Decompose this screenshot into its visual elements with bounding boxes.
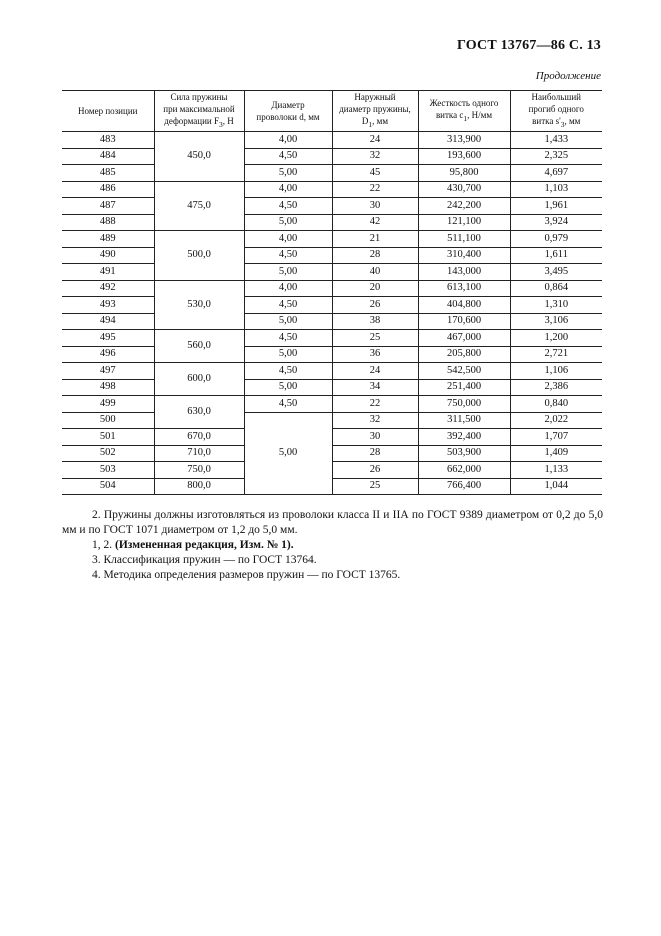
cell-outer-diameter: 26 bbox=[332, 462, 418, 479]
cell-force: 800,0 bbox=[154, 478, 244, 495]
cell-position: 485 bbox=[62, 165, 154, 182]
note-3: 3. Классификация пружин — по ГОСТ 13764. bbox=[92, 554, 317, 566]
cell-position: 496 bbox=[62, 346, 154, 363]
cell-deflection: 0,864 bbox=[510, 280, 602, 297]
cell-wire-diameter: 5,00 bbox=[244, 264, 332, 281]
cell-force: 600,0 bbox=[154, 363, 244, 396]
cell-stiffness: 170,600 bbox=[418, 313, 510, 330]
cell-wire-diameter: 4,50 bbox=[244, 297, 332, 314]
cell-outer-diameter: 22 bbox=[332, 181, 418, 198]
table-row bbox=[62, 396, 602, 413]
cell-stiffness: 95,800 bbox=[418, 165, 510, 182]
continuation-label: Продолжение bbox=[535, 70, 601, 82]
cell-wire-diameter: 4,50 bbox=[244, 198, 332, 215]
cell-deflection: 1,103 bbox=[510, 181, 602, 198]
cell-stiffness: 542,500 bbox=[418, 363, 510, 380]
cell-position: 484 bbox=[62, 148, 154, 165]
table-row bbox=[62, 379, 602, 396]
cell-stiffness: 392,400 bbox=[418, 429, 510, 446]
cell-deflection: 1,310 bbox=[510, 297, 602, 314]
cell-wire-diameter: 4,50 bbox=[244, 247, 332, 264]
cell-wire-diameter: 4,00 bbox=[244, 231, 332, 248]
cell-outer-diameter: 25 bbox=[332, 478, 418, 495]
cell-stiffness: 143,000 bbox=[418, 264, 510, 281]
cell-wire-diameter: 4,50 bbox=[244, 148, 332, 165]
cell-outer-diameter: 34 bbox=[332, 379, 418, 396]
cell-stiffness: 511,100 bbox=[418, 231, 510, 248]
cell-position: 498 bbox=[62, 379, 154, 396]
cell-force: 450,0 bbox=[154, 132, 244, 182]
cell-deflection: 2,721 bbox=[510, 346, 602, 363]
cell-outer-diameter: 40 bbox=[332, 264, 418, 281]
table-row bbox=[62, 478, 602, 495]
cell-deflection: 3,106 bbox=[510, 313, 602, 330]
cell-position: 494 bbox=[62, 313, 154, 330]
table-row bbox=[62, 148, 602, 165]
cell-stiffness: 242,200 bbox=[418, 198, 510, 215]
cell-wire-diameter: 4,50 bbox=[244, 396, 332, 413]
note-2: 2. Пружины должны изготовляться из проволоки класса II и IIА по ГОСТ 9389 диаметром от 0,2 до 5,0 мм и по ГОСТ 1071 диаметром от 1,2 до 5,0 мм. bbox=[62, 509, 603, 536]
cell-position: 486 bbox=[62, 181, 154, 198]
table-row bbox=[62, 429, 602, 446]
table-row bbox=[62, 181, 602, 198]
cell-wire-diameter: 4,50 bbox=[244, 330, 332, 347]
cell-outer-diameter: 36 bbox=[332, 346, 418, 363]
cell-position: 490 bbox=[62, 247, 154, 264]
cell-wire-diameter: 5,00 bbox=[244, 165, 332, 182]
cell-stiffness: 662,000 bbox=[418, 462, 510, 479]
cell-wire-diameter: 5,00 bbox=[244, 313, 332, 330]
table-row bbox=[62, 297, 602, 314]
note-4: 4. Методика определения размеров пружин — по ГОСТ 13765. bbox=[92, 569, 401, 581]
cell-force: 475,0 bbox=[154, 181, 244, 231]
cell-position: 487 bbox=[62, 198, 154, 215]
cell-position: 492 bbox=[62, 280, 154, 297]
header-stiffness: Жесткость одного витка $c_1$, Н/мм bbox=[418, 91, 510, 132]
cell-outer-diameter: 20 bbox=[332, 280, 418, 297]
cell-stiffness: 430,700 bbox=[418, 181, 510, 198]
cell-outer-diameter: 24 bbox=[332, 363, 418, 380]
cell-force: 560,0 bbox=[154, 330, 244, 363]
table-row bbox=[62, 412, 602, 429]
table-row bbox=[62, 363, 602, 380]
cell-stiffness: 205,800 bbox=[418, 346, 510, 363]
cell-outer-diameter: 28 bbox=[332, 445, 418, 462]
cell-deflection: 2,022 bbox=[510, 412, 602, 429]
cell-wire-diameter: 4,50 bbox=[244, 363, 332, 380]
header-wire-diameter: Диаметр проволоки d, мм bbox=[244, 91, 332, 132]
cell-wire-diameter: 5,00 bbox=[244, 412, 332, 495]
cell-position: 493 bbox=[62, 297, 154, 314]
header-force: Сила пружины при максимальной деформации $F_3$, Н bbox=[154, 91, 244, 132]
cell-wire-diameter: 5,00 bbox=[244, 346, 332, 363]
table-row bbox=[62, 132, 602, 149]
table-row bbox=[62, 231, 602, 248]
cell-deflection: 1,200 bbox=[510, 330, 602, 347]
cell-position: 497 bbox=[62, 363, 154, 380]
cell-outer-diameter: 28 bbox=[332, 247, 418, 264]
cell-deflection: 2,325 bbox=[510, 148, 602, 165]
notes-block bbox=[62, 508, 603, 583]
cell-position: 491 bbox=[62, 264, 154, 281]
cell-wire-diameter: 5,00 bbox=[244, 379, 332, 396]
cell-position: 501 bbox=[62, 429, 154, 446]
cell-stiffness: 503,900 bbox=[418, 445, 510, 462]
cell-force: 710,0 bbox=[154, 445, 244, 462]
cell-position: 483 bbox=[62, 132, 154, 149]
cell-outer-diameter: 25 bbox=[332, 330, 418, 347]
cell-deflection: 0,840 bbox=[510, 396, 602, 413]
cell-wire-diameter: 4,00 bbox=[244, 132, 332, 149]
table-row bbox=[62, 346, 602, 363]
cell-force: 670,0 bbox=[154, 429, 244, 446]
cell-position: 495 bbox=[62, 330, 154, 347]
header-outer-diameter: Наружный диаметр пружины, $D_1$, мм bbox=[332, 91, 418, 132]
header-max-deflection: Наибольший прогиб одного витка $s'_3$, мм bbox=[510, 91, 602, 132]
cell-position: 500 bbox=[62, 412, 154, 429]
cell-deflection: 1,133 bbox=[510, 462, 602, 479]
cell-stiffness: 121,100 bbox=[418, 214, 510, 231]
note-amendment: 1, 2. (Измененная редакция, Изм. № 1). bbox=[92, 539, 294, 551]
cell-force: 500,0 bbox=[154, 231, 244, 281]
table-row bbox=[62, 214, 602, 231]
cell-deflection: 1,106 bbox=[510, 363, 602, 380]
cell-stiffness: 404,800 bbox=[418, 297, 510, 314]
table-row bbox=[62, 247, 602, 264]
cell-outer-diameter: 30 bbox=[332, 429, 418, 446]
cell-force: 530,0 bbox=[154, 280, 244, 330]
cell-position: 504 bbox=[62, 478, 154, 495]
cell-stiffness: 313,900 bbox=[418, 132, 510, 149]
cell-wire-diameter: 4,00 bbox=[244, 181, 332, 198]
cell-deflection: 1,707 bbox=[510, 429, 602, 446]
cell-deflection: 1,409 bbox=[510, 445, 602, 462]
cell-force: 630,0 bbox=[154, 396, 244, 429]
cell-wire-diameter: 4,00 bbox=[244, 280, 332, 297]
table-row bbox=[62, 280, 602, 297]
cell-outer-diameter: 42 bbox=[332, 214, 418, 231]
cell-deflection: 3,924 bbox=[510, 214, 602, 231]
cell-position: 499 bbox=[62, 396, 154, 413]
cell-deflection: 1,433 bbox=[510, 132, 602, 149]
cell-stiffness: 467,000 bbox=[418, 330, 510, 347]
cell-outer-diameter: 22 bbox=[332, 396, 418, 413]
cell-stiffness: 310,400 bbox=[418, 247, 510, 264]
cell-stiffness: 766,400 bbox=[418, 478, 510, 495]
table-row bbox=[62, 462, 602, 479]
cell-position: 488 bbox=[62, 214, 154, 231]
cell-deflection: 1,044 bbox=[510, 478, 602, 495]
cell-outer-diameter: 32 bbox=[332, 148, 418, 165]
table-row bbox=[62, 198, 602, 215]
cell-deflection: 0,979 bbox=[510, 231, 602, 248]
page-header: ГОСТ 13767—86 С. 13 bbox=[457, 38, 601, 53]
cell-outer-diameter: 38 bbox=[332, 313, 418, 330]
cell-deflection: 4,697 bbox=[510, 165, 602, 182]
cell-outer-diameter: 26 bbox=[332, 297, 418, 314]
cell-stiffness: 750,000 bbox=[418, 396, 510, 413]
cell-position: 489 bbox=[62, 231, 154, 248]
cell-force: 750,0 bbox=[154, 462, 244, 479]
cell-position: 502 bbox=[62, 445, 154, 462]
cell-outer-diameter: 32 bbox=[332, 412, 418, 429]
table-header-row bbox=[62, 91, 602, 132]
cell-outer-diameter: 45 bbox=[332, 165, 418, 182]
cell-outer-diameter: 21 bbox=[332, 231, 418, 248]
table-row bbox=[62, 264, 602, 281]
table-row bbox=[62, 165, 602, 182]
cell-deflection: 2,386 bbox=[510, 379, 602, 396]
cell-deflection: 3,495 bbox=[510, 264, 602, 281]
cell-deflection: 1,961 bbox=[510, 198, 602, 215]
table-row bbox=[62, 313, 602, 330]
cell-stiffness: 311,500 bbox=[418, 412, 510, 429]
table-row bbox=[62, 445, 602, 462]
cell-outer-diameter: 24 bbox=[332, 132, 418, 149]
header-position: Номер позиции bbox=[62, 91, 154, 132]
cell-wire-diameter: 5,00 bbox=[244, 214, 332, 231]
cell-deflection: 1,611 bbox=[510, 247, 602, 264]
spring-parameters-table bbox=[62, 90, 602, 495]
table-row bbox=[62, 330, 602, 347]
cell-stiffness: 193,600 bbox=[418, 148, 510, 165]
cell-position: 503 bbox=[62, 462, 154, 479]
cell-stiffness: 251,400 bbox=[418, 379, 510, 396]
cell-stiffness: 613,100 bbox=[418, 280, 510, 297]
cell-outer-diameter: 30 bbox=[332, 198, 418, 215]
